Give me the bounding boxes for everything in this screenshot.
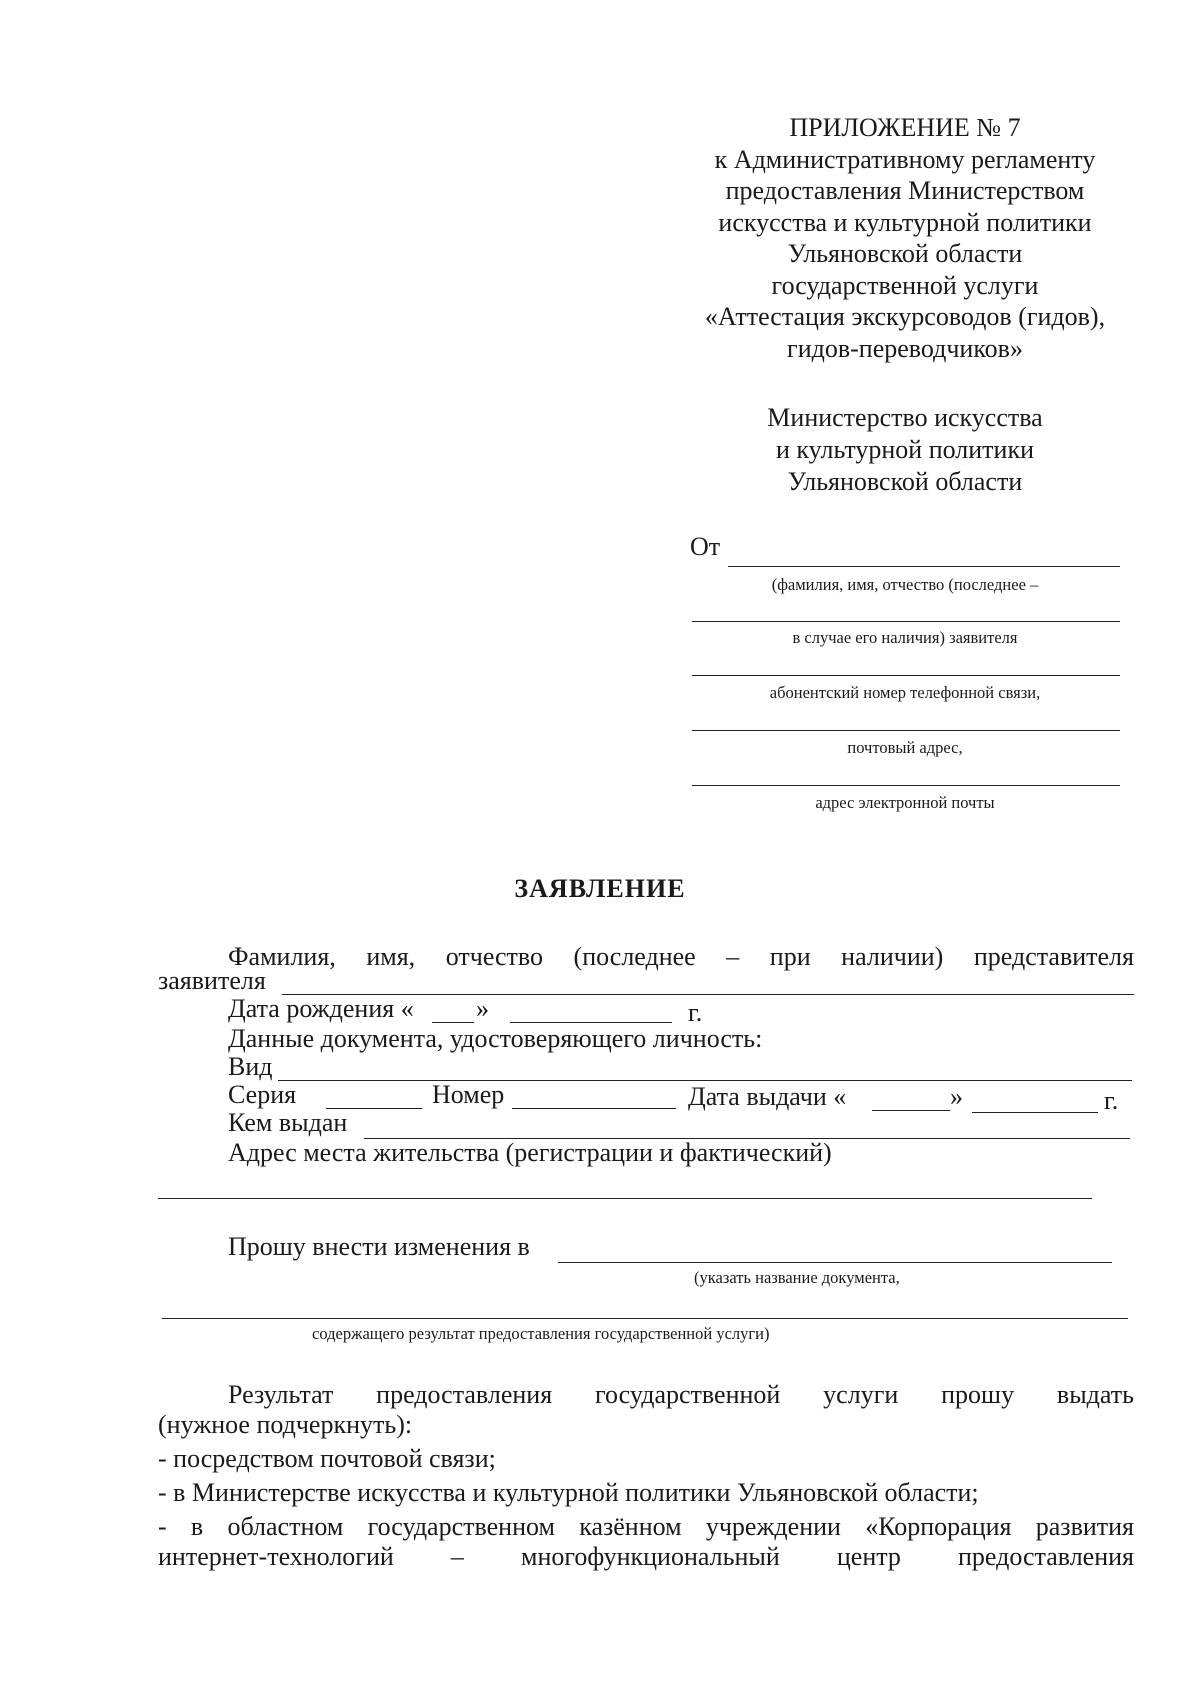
appendix-line: «Аттестация экскурсоводов (гидов), — [704, 302, 1106, 331]
from-caption-applicant: в случае его наличия) заявителя — [792, 628, 1018, 647]
issue-day-field[interactable] — [872, 1110, 950, 1111]
from-label: От — [690, 532, 721, 561]
delivery-option-post[interactable]: - посредством почтовой связи; — [158, 1444, 496, 1473]
request-caption-1: (указать название документа, — [694, 1268, 900, 1287]
birth-month-field[interactable] — [510, 1022, 672, 1023]
residence-address-label: Адрес места жительства (регистрации и фактический) — [228, 1138, 832, 1167]
addressee-line: Ульяновской области — [787, 467, 1023, 496]
birth-year-suffix: г. — [688, 998, 703, 1027]
doc-kind-field[interactable] — [278, 1080, 1132, 1081]
document-title: ЗАЯВЛЕНИЕ — [514, 874, 686, 903]
addressee-line: и культурной политики — [775, 435, 1034, 464]
request-document-field[interactable] — [558, 1262, 1112, 1263]
from-field-line[interactable] — [728, 566, 1120, 567]
result-paragraph-line1: Результат предоставления государственной услуги прошу выдать — [228, 1380, 1134, 1409]
appendix-line: искусства и культурной политики — [718, 207, 1092, 237]
delivery-option-mfc[interactable]: - в областном государственном казённом учреждении «Корпорация развития — [158, 1512, 1134, 1541]
issue-year-suffix: г. — [1104, 1086, 1119, 1115]
birth-date-quote: » — [476, 994, 489, 1023]
addressee-line: Министерство искусства — [767, 403, 1043, 432]
from-caption-phone: абонентский номер телефонной связи, — [769, 683, 1041, 702]
from-caption-postal: почтовый адрес, — [847, 738, 963, 757]
residence-address-field[interactable] — [158, 1198, 1092, 1199]
phone-field-line[interactable] — [692, 675, 1120, 676]
issue-date-quote: » — [950, 1082, 963, 1111]
birth-day-field[interactable] — [432, 1022, 474, 1023]
fio-label-line2: заявителя — [158, 966, 266, 995]
request-label: Прошу внести изменения в — [228, 1232, 530, 1261]
from-caption-email: адрес электронной почты — [815, 793, 995, 812]
request-caption-2: содержащего результат предоставления государственной услуги) — [312, 1324, 770, 1343]
appendix-line: гидов-переводчиков» — [787, 333, 1023, 363]
from-caption-name: (фамилия, имя, отчество (последнее – — [771, 575, 1039, 594]
issue-month-field[interactable] — [972, 1112, 1098, 1113]
appendix-line: к Административному регламенту — [714, 144, 1096, 174]
delivery-option-mfc-cont: интернет-технологий – многофункциональный центр предоставления — [158, 1542, 1134, 1571]
from-field-line-2[interactable] — [692, 621, 1120, 622]
doc-kind-label: Вид — [228, 1052, 273, 1081]
doc-number-label: Номер — [432, 1080, 505, 1109]
issued-by-label: Кем выдан — [228, 1108, 348, 1137]
email-field-line[interactable] — [692, 785, 1120, 786]
birth-date-label: Дата рождения « — [228, 994, 414, 1023]
appendix-line: государственной услуги — [771, 270, 1039, 300]
appendix-line: Ульяновской области — [787, 239, 1023, 268]
appendix-line: предоставления Министерством — [725, 176, 1085, 205]
doc-number-field[interactable] — [512, 1108, 676, 1109]
appendix-header — [660, 112, 1150, 364]
identity-doc-label: Данные документа, удостоверяющего личность: — [228, 1024, 763, 1053]
doc-series-label: Серия — [228, 1080, 297, 1109]
issue-date-label: Дата выдачи « — [688, 1082, 847, 1111]
appendix-title: ПРИЛОЖЕНИЕ № 7 — [789, 113, 1021, 142]
postal-field-line[interactable] — [692, 730, 1120, 731]
result-paragraph-line2: (нужное подчеркнуть): — [158, 1410, 413, 1439]
request-document-field-2[interactable] — [162, 1318, 1128, 1319]
delivery-option-ministry[interactable]: - в Министерстве искусства и культурной политики Ульяновской области; — [158, 1478, 979, 1507]
fio-label-line1: Фамилия, имя, отчество (последнее – при наличии) представителя — [228, 942, 1134, 971]
addressee-block — [690, 402, 1120, 498]
